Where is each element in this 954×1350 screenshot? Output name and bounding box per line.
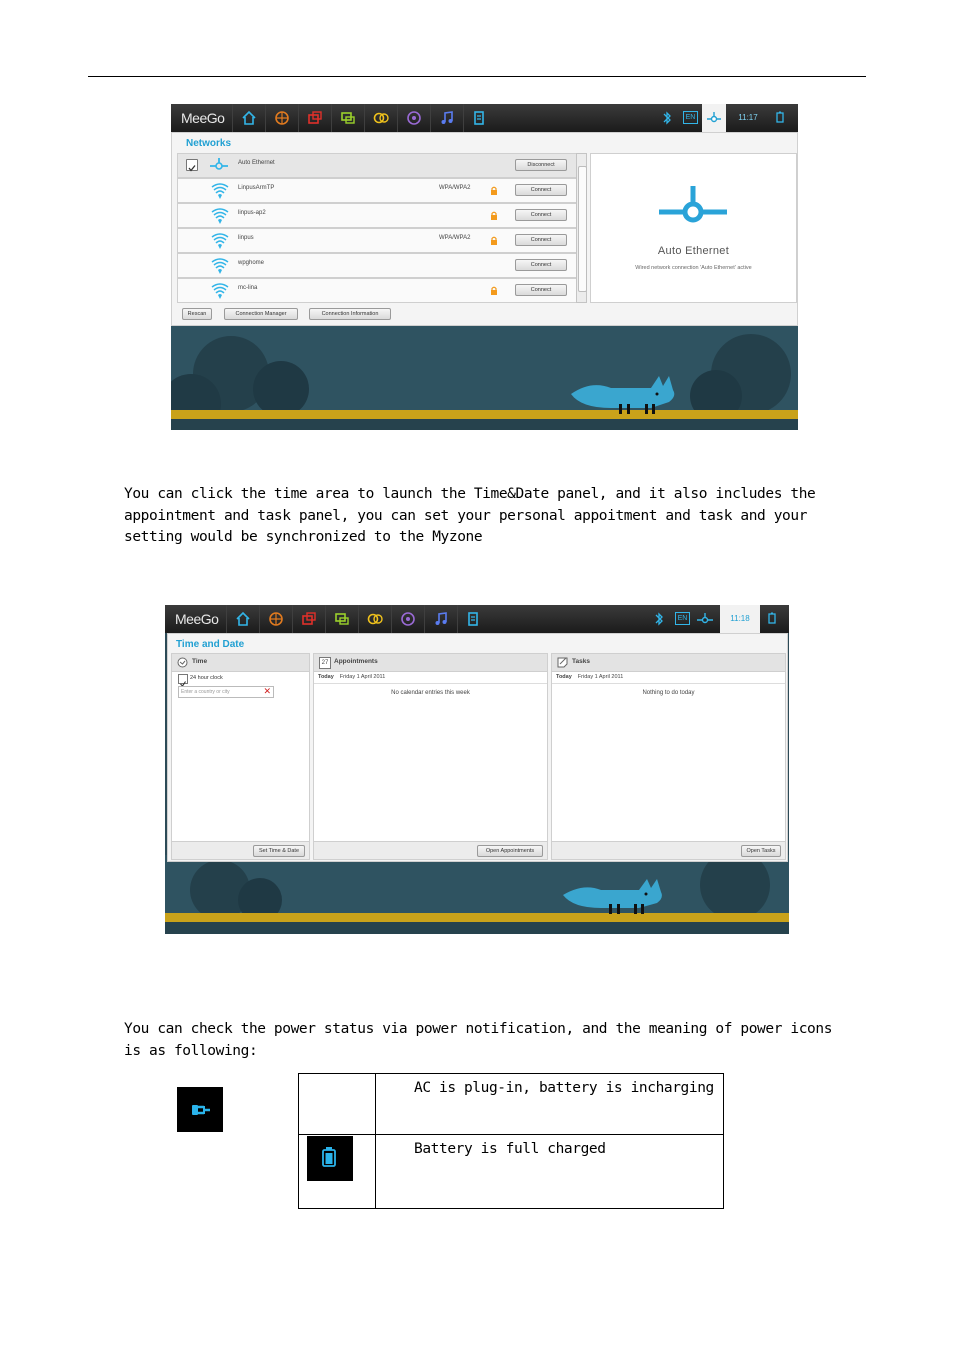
meego-logo: MeeGo <box>175 611 219 627</box>
panel-title: Time and Date <box>176 639 245 650</box>
network-row[interactable] <box>177 203 577 228</box>
network-list-scrollbar[interactable] <box>576 153 587 303</box>
networks-panel <box>171 132 798 326</box>
time-column <box>171 653 310 860</box>
bluetooth-icon[interactable] <box>654 611 664 627</box>
appointments-date-row <box>318 674 385 680</box>
myzone-icon[interactable] <box>232 104 265 132</box>
status-icon[interactable] <box>331 104 364 132</box>
power-icons-table <box>298 1073 724 1209</box>
24-hour-label: 24 hour clock <box>190 675 223 681</box>
connected-checkbox[interactable] <box>186 159 198 171</box>
connection-subtitle: Wired network connection 'Auto Ethernet' active <box>635 265 752 271</box>
time-column-header <box>172 654 309 672</box>
language-indicator[interactable]: EN <box>683 111 698 124</box>
networks-screenshot <box>171 104 798 430</box>
language-indicator[interactable]: EN <box>675 612 690 625</box>
tasks-column-header <box>552 654 785 672</box>
lock-icon <box>490 186 498 196</box>
web-browser-icon[interactable] <box>265 104 298 132</box>
meego-toolbar <box>165 605 789 633</box>
wifi-icon <box>211 207 229 225</box>
zones-icon[interactable] <box>292 605 325 633</box>
time-column-title: Time <box>192 658 208 665</box>
network-wired-icon <box>657 184 729 230</box>
connection-title: Auto Ethernet <box>657 245 730 257</box>
paragraph-power-status: You can check the power status via power notification, and the meaning of power icons is as following: <box>124 1021 833 1059</box>
network-wired-icon <box>208 157 230 173</box>
appointments-title: Appointments <box>334 658 378 665</box>
applications-icon[interactable] <box>457 605 490 633</box>
wifi-icon <box>211 282 229 300</box>
ac-plug-meaning: AC is plug-in, battery is incharging <box>414 1080 714 1096</box>
battery-full-meaning: Battery is full charged <box>414 1141 606 1157</box>
date-label: Friday 1 April 2011 <box>339 674 386 680</box>
music-icon[interactable] <box>430 104 463 132</box>
myzone-icon[interactable] <box>226 605 259 633</box>
input-placeholder: Enter a country or city <box>181 689 230 695</box>
date-label: Friday 1 April 2011 <box>577 674 624 680</box>
meego-logo: MeeGo <box>181 110 225 126</box>
lock-icon <box>490 211 498 221</box>
wifi-icon <box>211 232 229 250</box>
wifi-icon <box>211 182 229 200</box>
tasks-title: Tasks <box>572 658 590 665</box>
open-tasks-button[interactable]: Open Tasks <box>741 845 781 857</box>
battery-full-icon <box>307 1136 353 1181</box>
network-wired-icon <box>706 111 722 125</box>
network-name: LinpusArmTP <box>238 185 275 191</box>
applications-icon[interactable] <box>463 104 496 132</box>
people-icon[interactable] <box>358 605 391 633</box>
set-time-date-button[interactable]: Set Time & Date <box>253 845 305 857</box>
media-icon[interactable] <box>391 605 424 633</box>
network-row[interactable] <box>177 178 577 203</box>
zones-icon[interactable] <box>298 104 331 132</box>
connect-button[interactable]: Connect <box>515 209 567 221</box>
appointments-column <box>313 653 548 860</box>
time-date-screenshot <box>165 605 789 934</box>
today-label: Today <box>318 674 334 680</box>
rescan-button[interactable]: Rescan <box>182 308 212 320</box>
people-icon[interactable] <box>364 104 397 132</box>
connection-info-box <box>590 153 797 303</box>
time-date-panel <box>167 633 788 862</box>
battery-icon[interactable] <box>767 611 777 627</box>
network-wired-icon[interactable] <box>696 612 714 626</box>
ac-plug-icon <box>177 1087 223 1132</box>
connect-button[interactable]: Connect <box>515 259 567 271</box>
network-name: mc-lina <box>238 285 258 291</box>
no-appointments-text: No calendar entries this week <box>391 690 470 696</box>
lock-icon <box>490 286 498 296</box>
media-icon[interactable] <box>397 104 430 132</box>
network-row[interactable] <box>177 253 577 278</box>
network-security: WPA/WPA2 <box>439 235 471 241</box>
status-icon[interactable] <box>325 605 358 633</box>
panel-title: Networks <box>186 138 232 149</box>
battery-icon[interactable] <box>775 110 785 126</box>
bluetooth-icon[interactable] <box>662 110 672 126</box>
network-tab-active[interactable] <box>702 104 726 132</box>
tasks-date-row <box>556 674 623 680</box>
connection-manager-button[interactable]: Connection Manager <box>224 308 298 320</box>
clock-icon <box>177 657 188 668</box>
meego-toolbar <box>171 104 798 132</box>
24-hour-checkbox[interactable] <box>178 674 188 684</box>
network-name: linpus-ap2 <box>238 210 266 216</box>
network-name: Auto Ethernet <box>238 160 275 166</box>
appointments-column-header <box>314 654 547 672</box>
header-rule <box>88 76 866 77</box>
web-browser-icon[interactable] <box>259 605 292 633</box>
scrollbar-thumb[interactable] <box>578 166 587 292</box>
appointments-column-footer <box>314 841 547 859</box>
network-row[interactable] <box>177 153 577 178</box>
network-row[interactable] <box>177 228 577 253</box>
connect-button[interactable]: Connect <box>515 284 567 296</box>
wifi-icon <box>211 257 229 275</box>
tasks-note-icon <box>557 657 568 668</box>
today-label: Today <box>556 674 572 680</box>
network-name: linpus <box>238 235 254 241</box>
clock-time[interactable]: 11:17 <box>738 113 758 122</box>
paragraph-time-date: You can click the time area to launch the Time&Date panel, and it also includes the appointment and task panel, you can set your personal appoitment and task and your setting would be synchronized to the Myzone <box>124 486 816 545</box>
lock-icon <box>490 236 498 246</box>
network-name: wpghome <box>238 260 265 266</box>
no-tasks-text: Nothing to do today <box>642 690 695 696</box>
tasks-column <box>551 653 786 860</box>
tasks-column-footer <box>552 841 785 859</box>
clear-x-icon[interactable]: ✕ <box>263 686 271 696</box>
clock-tab-active[interactable] <box>720 605 760 633</box>
connect-button[interactable]: Connect <box>515 234 567 246</box>
time-column-footer <box>172 841 309 859</box>
network-row[interactable] <box>177 278 577 303</box>
country-city-input[interactable] <box>178 686 274 698</box>
disconnect-button[interactable]: Disconnect <box>515 159 567 171</box>
network-security: WPA/WPA2 <box>439 185 471 191</box>
open-appointments-button[interactable]: Open Appointments <box>477 845 543 857</box>
music-icon[interactable] <box>424 605 457 633</box>
connect-button[interactable]: Connect <box>515 184 567 196</box>
calendar-icon: 27 <box>319 657 331 669</box>
clock-time: 11:18 <box>730 614 750 623</box>
connection-information-button[interactable]: Connection Information <box>309 308 391 320</box>
